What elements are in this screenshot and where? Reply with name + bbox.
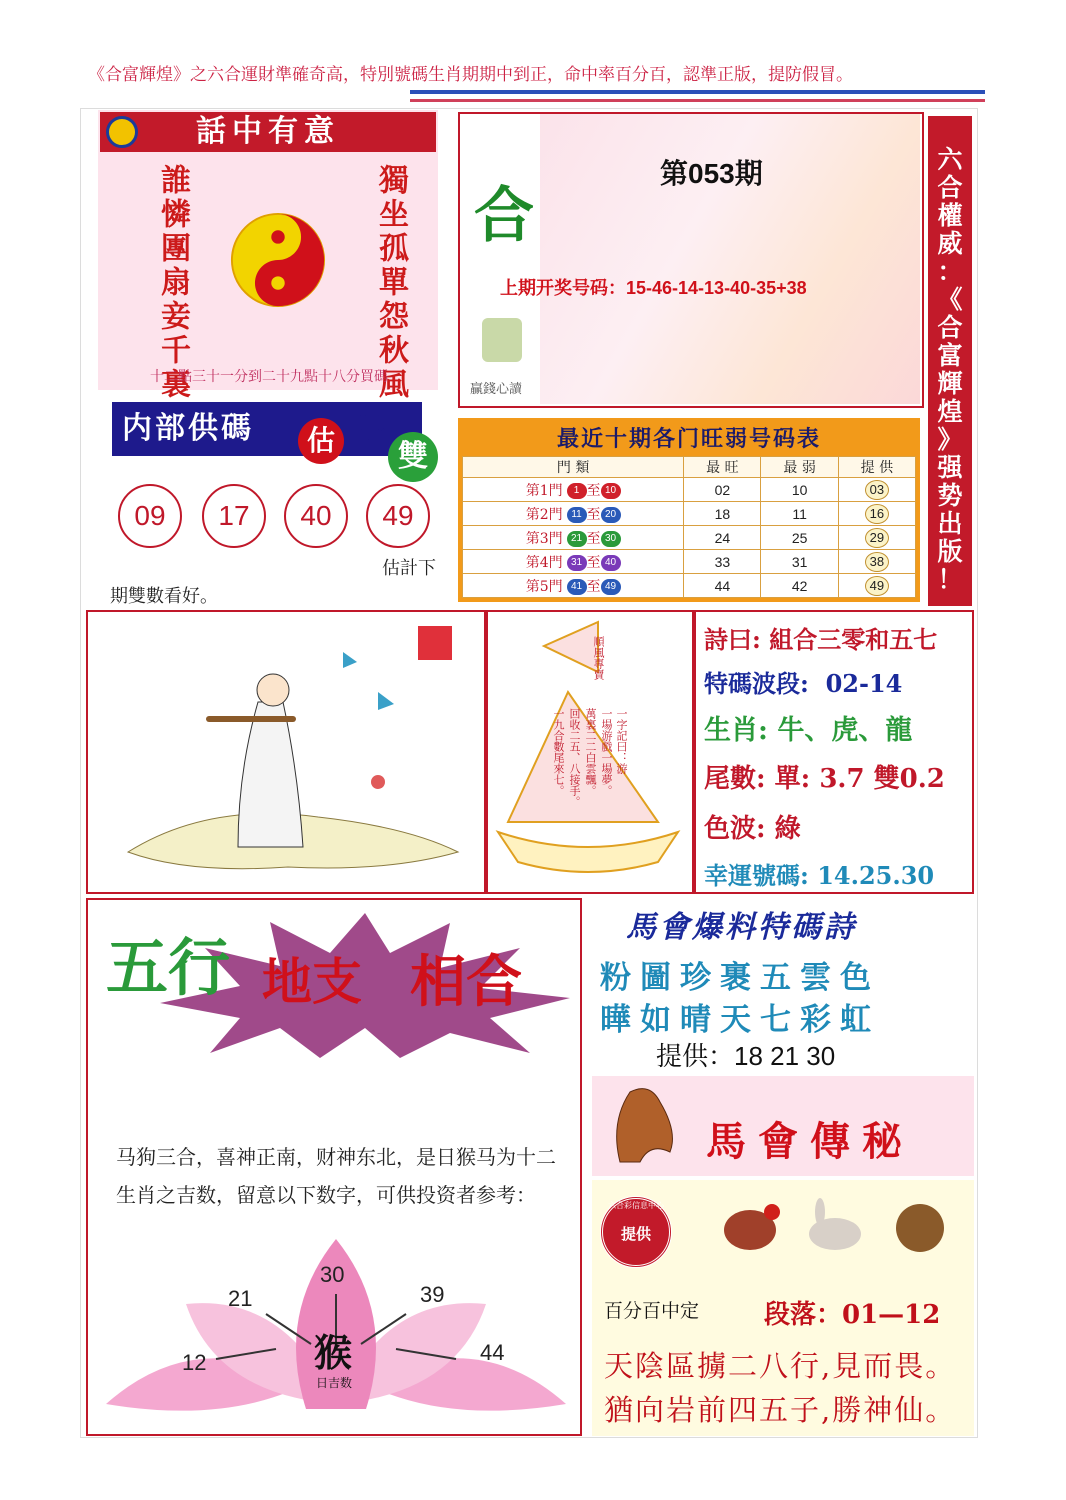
table-row <box>463 502 916 526</box>
boat-flag-text: 順風專賣 <box>592 636 605 680</box>
horse-poem-line-1: 粉圖珍裹五雲色 <box>600 960 880 996</box>
riddle-left-column: 誰憐團扇妾千裏 <box>155 164 190 402</box>
boat-verse: 一字記曰：游 <box>615 708 628 774</box>
riddle-title: 話中有意 <box>100 112 436 152</box>
range-end: 30 <box>601 531 621 547</box>
range-start: 31 <box>567 555 587 571</box>
door-cell: 第5門 41 至 49 <box>463 574 684 598</box>
cold-cell: 31 <box>761 550 838 574</box>
hot-cell: 02 <box>684 478 761 502</box>
table-title: 最近十期各门旺弱号码表 <box>556 426 821 452</box>
lotus-sub: 日吉数 <box>316 1376 353 1390</box>
tip-cell: 49 <box>838 574 915 598</box>
horse-head-icon <box>600 1082 680 1168</box>
inner-supply-title: 内部供碼 <box>112 402 422 456</box>
lotus-number: 12 <box>182 1350 207 1375</box>
cold-cell: 10 <box>761 478 838 502</box>
boat-panel <box>486 610 694 894</box>
hot-cell: 33 <box>684 550 761 574</box>
emblem-icon <box>106 116 138 148</box>
supply-note-1: 估計下 <box>382 558 436 578</box>
range-end: 40 <box>601 555 621 571</box>
guess-badge: 估 <box>298 418 344 464</box>
segment-label: 段落：01—12 <box>764 1300 941 1330</box>
supply-note-2: 期雙數看好。 <box>110 586 218 606</box>
table-header: 提 供 <box>838 457 915 478</box>
lucky-line: 幸運號碼: 14.25.30 <box>704 861 935 890</box>
hot-cell: 18 <box>684 502 761 526</box>
stamp-ring-text: 六合彩信息中心 <box>608 1201 664 1210</box>
win-label: 贏錢心讀 <box>470 382 523 397</box>
blue-rule <box>410 90 985 94</box>
number-table <box>462 456 916 598</box>
table-row <box>463 550 916 574</box>
tip-cell: 16 <box>838 502 915 526</box>
table-row <box>463 478 916 502</box>
table-header: 最 弱 <box>761 457 838 478</box>
side-banner-text: 六 合 權 威 ： 《 合 富 輝 煌 》 强 势 出 版 ！ <box>937 145 963 594</box>
poem-line: 詩曰: 組合三零和五七 <box>704 625 938 654</box>
table-row <box>463 526 916 550</box>
horse-poem-line-2: 曄如晴天七彩虹 <box>600 1002 880 1038</box>
boat-verse: 一場游戲一場夢。 <box>600 708 613 796</box>
tip-cell: 29 <box>838 526 915 550</box>
lotus-number: 30 <box>320 1262 345 1287</box>
tip-cell: 38 <box>838 550 915 574</box>
single-badge: 單 <box>352 403 389 445</box>
zodiac-line: 生肖: 牛、虎、龍 <box>704 715 913 746</box>
lotus-number: 44 <box>480 1340 505 1365</box>
tip-cell: 03 <box>838 478 915 502</box>
yin-yang-icon <box>230 212 326 308</box>
lotus-center: 猴 <box>314 1330 353 1375</box>
hot-cell: 24 <box>684 526 761 550</box>
strength-table <box>458 418 920 602</box>
door-cell: 第2門 11 至 20 <box>463 502 684 526</box>
last-draw-numbers: 上期开奖号码：15-46-14-13-40-35+38 <box>500 278 807 298</box>
double-badge: 雙 <box>388 432 438 482</box>
color-line: 色波: 綠 <box>704 814 801 844</box>
stamp-seal: 提供 <box>600 1196 672 1268</box>
supply-number: 49 <box>366 484 430 548</box>
tagline: 《合富輝煌》之六合運財準確奇高，特別號碼生肖期期中到正，命中率百分百，認準正版，提防假冒。 <box>88 65 853 85</box>
lotus-number: 39 <box>420 1282 445 1307</box>
door-cell: 第4門 31 至 40 <box>463 550 684 574</box>
table-header: 最 旺 <box>684 457 761 478</box>
supply-number: 40 <box>284 484 348 548</box>
horse-poem-provide: 提供：18 21 30 <box>656 1041 836 1071</box>
boat-verse: 萬裏二二白雲飄。 <box>584 708 597 796</box>
tail-line: 尾數: 單: 3.7 雙0.2 <box>704 764 945 794</box>
table-row <box>463 574 916 598</box>
five-elements-title-c: 相合 <box>410 949 522 1015</box>
lotus-number: 21 <box>228 1286 253 1311</box>
range-start: 41 <box>567 579 587 595</box>
boat-verse: 回收二五、八接手。 <box>568 708 581 807</box>
he-logo: 合 <box>474 181 534 251</box>
wave-line: 特碼波段: 02-14 <box>704 669 903 698</box>
five-elements-title-b: 地支 <box>262 952 362 1011</box>
supply-number: 17 <box>202 484 266 548</box>
scholar-illustration <box>86 610 486 894</box>
range-end: 10 <box>601 483 621 499</box>
money-hand-icon <box>482 318 522 362</box>
table-header: 門 類 <box>463 457 684 478</box>
door-cell: 第3門 21 至 30 <box>463 526 684 550</box>
door-cell: 第1門 1 至 10 <box>463 478 684 502</box>
red-rule <box>410 99 985 102</box>
five-elements-paragraph: 马狗三合，喜神正南，财神东北，是日猴马为十二生肖之吉数，留意以下数字，可供投资者参考： <box>116 1145 556 1207</box>
range-start: 1 <box>567 483 587 499</box>
secret-verse-1: 天陰區擄二八行,見而畏。 <box>604 1349 957 1383</box>
flute-player-image <box>88 612 484 892</box>
cold-cell: 42 <box>761 574 838 598</box>
secret-verse-2: 猶向岩前四五子,勝神仙。 <box>604 1393 957 1427</box>
cold-cell: 25 <box>761 526 838 550</box>
riddle-right-column: 獨坐孤單怨秋風 <box>373 164 408 402</box>
range-start: 21 <box>567 531 587 547</box>
range-start: 11 <box>567 507 587 523</box>
zodiac-animals <box>710 1192 960 1262</box>
boat-verse: 一九合數尾來七。 <box>552 708 565 796</box>
five-elements-title-a: 五行 <box>106 931 231 1004</box>
supply-number: 09 <box>118 484 182 548</box>
range-end: 20 <box>601 507 621 523</box>
cold-cell: 11 <box>761 502 838 526</box>
hot-cell: 44 <box>684 574 761 598</box>
horse-poem-title: 馬會爆料特碼詩 <box>626 910 857 945</box>
riddle-footer: 十二點三十一分到二十九點十八分買碼 <box>150 369 388 385</box>
range-end: 49 <box>601 579 621 595</box>
secret-title: 馬會傳秘 <box>706 1118 914 1165</box>
issue-number: 第053期 <box>660 158 763 189</box>
hundred-percent-label: 百分百中定 <box>604 1300 700 1322</box>
